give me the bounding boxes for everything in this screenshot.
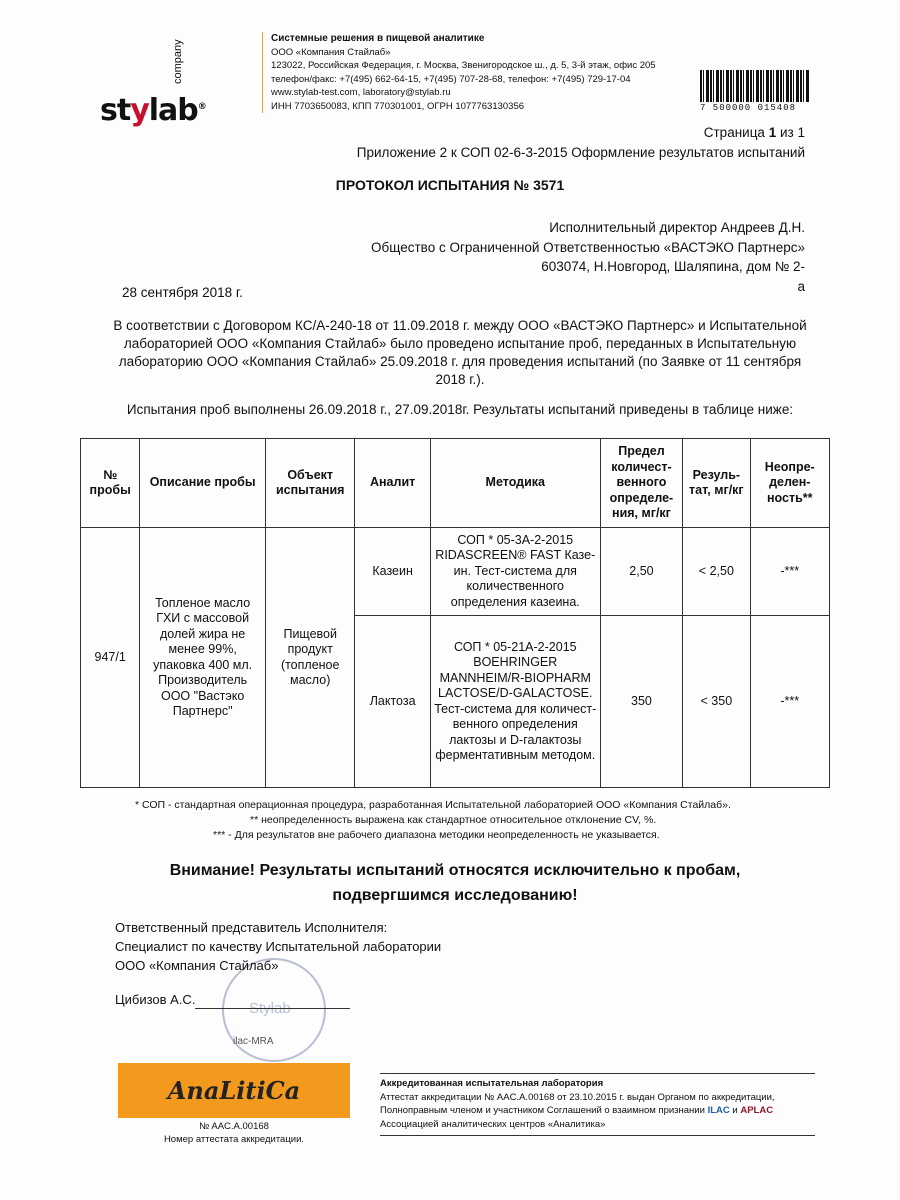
col-header: Аналит: [355, 439, 430, 528]
signature-line: Специалист по качеству Испытательной лаборатории: [115, 939, 442, 954]
page-number: [704, 125, 805, 140]
addressee-line: Исполнительный директор Андреев Д.Н.: [549, 220, 805, 235]
footnotes: [80, 798, 830, 843]
method: СОП * 05-21А-2-2015 BOEHRINGER MANNHEIM/R-BIOPHARM LACTOSE/D-GALACTOSE. Тест-система для количест-венного определения лактозы и D-галактозы ферментативным методом.: [430, 616, 600, 788]
col-header: Объект испытания: [265, 439, 354, 528]
company-phones: телефон/факс: +7(495) 662-64-15, +7(495) 707-28-68, телефон: +7(495) 729-17-04: [271, 73, 631, 85]
barcode: [700, 70, 810, 102]
company-address: 123022, Российская Федерация, г. Москва, Звенигородское ш., д. 5, 3-й этаж, офис 205: [271, 60, 656, 71]
addressee-line: Общество с Ограниченной Ответственностью «ВАСТЭКО Партнерс»: [371, 239, 805, 255]
tests-done: Испытания проб выполнены 26.09.2018 г., 27.09.2018г. Результаты испытаний приведены в таблице ниже:: [126, 402, 794, 417]
col-header: Методика: [430, 439, 600, 528]
test-object: Пищевой продукт (топленое масло): [265, 528, 354, 788]
col-header: Предел количест-венного определе-ния, мг/кг: [600, 439, 682, 528]
warning-line: подвергшимся исследованию!: [332, 887, 578, 904]
signature-rule: [195, 1008, 350, 1009]
stylab-logo: stylab®: [100, 93, 206, 128]
logo-subtitle: company: [172, 39, 184, 84]
footnote: * СОП - стандартная операционная процедура, разработанная Испытательной лабораторией ООО «Компания Стайлаб».: [135, 799, 731, 811]
results-table: [80, 438, 830, 788]
cert-caption: Номер аттестата аккредитации.: [163, 1134, 305, 1145]
accreditation-number: [118, 1120, 350, 1146]
barcode-number: 7 500000 015408: [700, 103, 797, 113]
addressee-line: а: [797, 278, 805, 294]
sample-number: 947/1: [81, 528, 140, 788]
accreditation-line: Ассоциацией аналитических центров «Аналитика»: [380, 1118, 606, 1130]
and-word: и: [732, 1105, 738, 1116]
warning: [120, 858, 790, 908]
ilac-label: ILAC: [707, 1105, 730, 1116]
accreditation-info: [380, 1073, 815, 1136]
stamp-text: Stylab: [249, 1000, 291, 1017]
aplac-label: APLAC: [740, 1105, 774, 1116]
addressee: [371, 218, 805, 296]
signature-line: Ответственный представитель Исполнителя:: [115, 920, 388, 935]
intro-paragraph: В соответствии с Договором КС/А-240-18 от 11.09.2018 г. между ООО «ВАСТЭКО Партнерс» и Испытательной лабораторией ООО «Компания Стайлаб» было проведено испытание проб, переданных в Испытательную лабораторию ООО «Компания Стайлаб» 25.09.2018 г. для проведения испытаний (по Заявке от 11 сентября 2018 г.).: [113, 318, 807, 387]
analyte: Казеин: [355, 528, 430, 616]
tagline: Системные решения в пищевой аналитике: [271, 33, 485, 44]
method: СОП * 05-3А-2-2015 RIDASCREEN® FAST Казе-ин. Тест-система для количественного определения казеина.: [430, 528, 600, 616]
accreditation-line: Полноправным членом и участником Соглашений о взаимном признании: [380, 1105, 705, 1116]
signature-block: [115, 918, 441, 1009]
table-header: [81, 439, 830, 528]
analitika-logo: AnaLitiCa: [118, 1063, 350, 1118]
table-row: [81, 528, 830, 616]
page-current: 1: [768, 125, 777, 140]
result: < 350: [683, 616, 750, 788]
addressee-line: 603074, Н.Новгород, Шаляпина, дом № 2-: [541, 259, 805, 274]
company-ids: ИНН 7703650083, КПП 770301001, ОГРН 1077763130356: [271, 100, 525, 112]
loq: 350: [600, 616, 682, 788]
signature-line: ООО «Компания Стайлаб»: [115, 958, 279, 973]
col-header: Неопре-делен-ность**: [750, 439, 829, 528]
analyte: Лактоза: [355, 616, 430, 788]
loq: 2,50: [600, 528, 682, 616]
page-label: Страница: [703, 125, 765, 140]
result: < 2,50: [683, 528, 750, 616]
col-header: № пробы: [81, 439, 140, 528]
col-header: Резуль-тат, мг/кг: [683, 439, 750, 528]
signer-name: Цибизов А.С.: [115, 992, 196, 1007]
sample-description: Топленое масло ГХИ с массовой долей жира не менее 99%, упаковка 400 мл. Производитель ООО "Вастэко Партнерс": [140, 528, 266, 788]
appendix: Приложение 2 к СОП 02-6-3-2015 Оформление результатов испытаний: [356, 145, 805, 160]
page-total: 1: [797, 125, 805, 140]
footnote: ** неопределенность выражена как стандартное относительное отклонение CV, %.: [250, 814, 657, 826]
footnote: *** - Для результатов вне рабочего диапазона методики неопределенность не указывается.: [213, 829, 660, 841]
accreditation-line: Аттестат аккредитации № AAC.A.00168 от 23.10.2015 г. выдан Органом по аккредитации,: [380, 1091, 775, 1103]
col-header: Описание пробы: [140, 439, 266, 528]
document-title: ПРОТОКОЛ ИСПЫТАНИЯ № 3571: [335, 177, 565, 193]
letterhead: [262, 32, 656, 113]
uncertainty: -***: [750, 616, 829, 788]
cert-number: № AAC.A.00168: [199, 1121, 269, 1132]
document-date: 28 сентября 2018 г.: [122, 285, 243, 300]
accreditation-title: Аккредитованная испытательная лаборатория: [380, 1078, 604, 1089]
company-web: www.stylab-test.com, laboratory@stylab.ru: [271, 87, 451, 98]
company-name: ООО «Компания Стайлаб»: [271, 46, 391, 58]
warning-line: Внимание! Результаты испытаний относятся исключительно к пробам,: [169, 862, 741, 879]
ilac-mark: ilac-MRA: [233, 1036, 274, 1047]
page-sep: из: [779, 125, 794, 140]
uncertainty: -***: [750, 528, 829, 616]
